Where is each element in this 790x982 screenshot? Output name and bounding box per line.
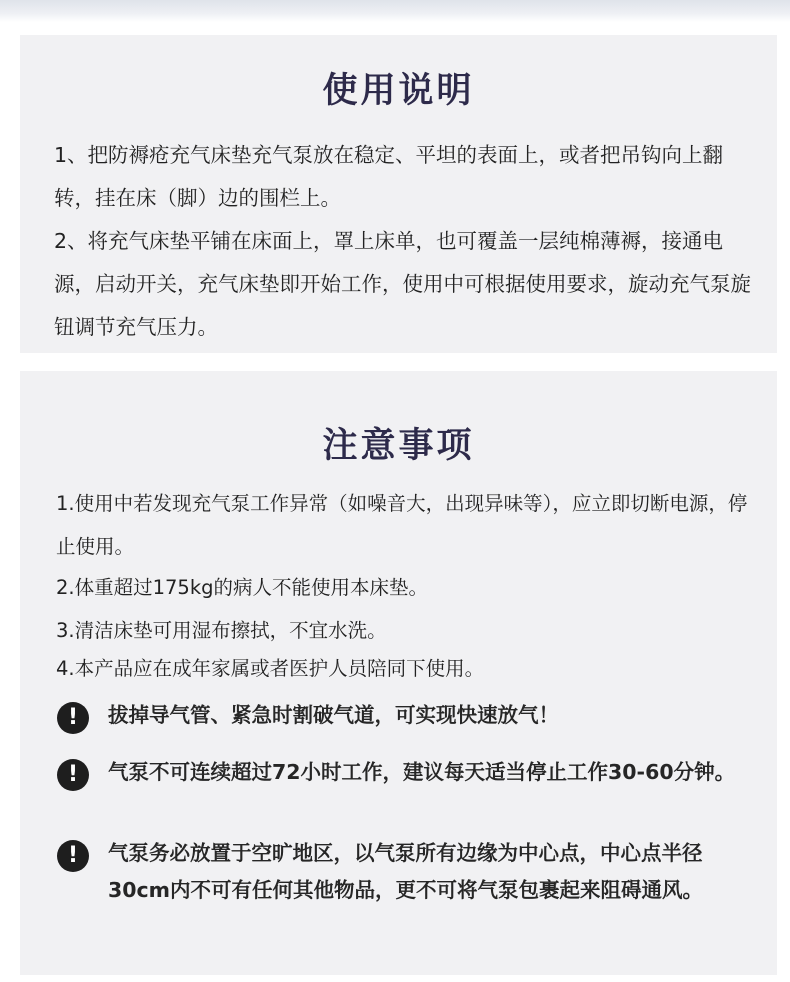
precaution-item-4: 4.本产品应在成年家属或者医护人员陪同下使用。 xyxy=(56,657,485,680)
usage-title: 使用说明 xyxy=(322,71,475,111)
exclamation-icon: ! xyxy=(57,840,89,872)
top-decorative-band xyxy=(0,0,790,22)
warning-text: 气泵务必放置于空旷地区，以气泵所有边缘为中心点，中心点半径30cm内不可有任何其他物品，更不可将气泵包裹起来阻碍通风。 xyxy=(108,841,704,902)
precautions-title: 注意事项 xyxy=(322,426,475,466)
precaution-item-1: 1.使用中若发现充气泵工作异常（如噪音大，出现异味等），应立即切断电源，停止使用。 xyxy=(56,492,748,558)
warning-text: 拔掉导气管、紧急时割破气道，可实现快速放气！ xyxy=(108,703,559,727)
precaution-item-3: 3.清洁床垫可用湿布擦拭，不宜水洗。 xyxy=(56,619,387,642)
warning-text: 气泵不可连续超过72小时工作，建议每天适当停止工作30-60分钟。 xyxy=(108,760,736,784)
precautions-card xyxy=(20,371,777,975)
precaution-item-2: 2.体重超过175kg的病人不能使用本床垫。 xyxy=(56,576,428,599)
exclamation-icon: ! xyxy=(57,759,89,791)
usage-step-2: 2、将充气床垫平铺在床面上，罩上床单，也可覆盖一层纯棉薄褥，接通电源，启动开关，充气床垫即开始工作，使用中可根据使用要求，旋动充气泵旋钮调节充气压力。 xyxy=(54,229,751,339)
exclamation-icon: ! xyxy=(57,702,89,734)
usage-step-1: 1、把防褥疮充气床垫充气泵放在稳定、平坦的表面上，或者把吊钩向上翻转，挂在床（脚）边的围栏上。 xyxy=(54,143,724,210)
usage-instructions-card xyxy=(20,35,777,353)
